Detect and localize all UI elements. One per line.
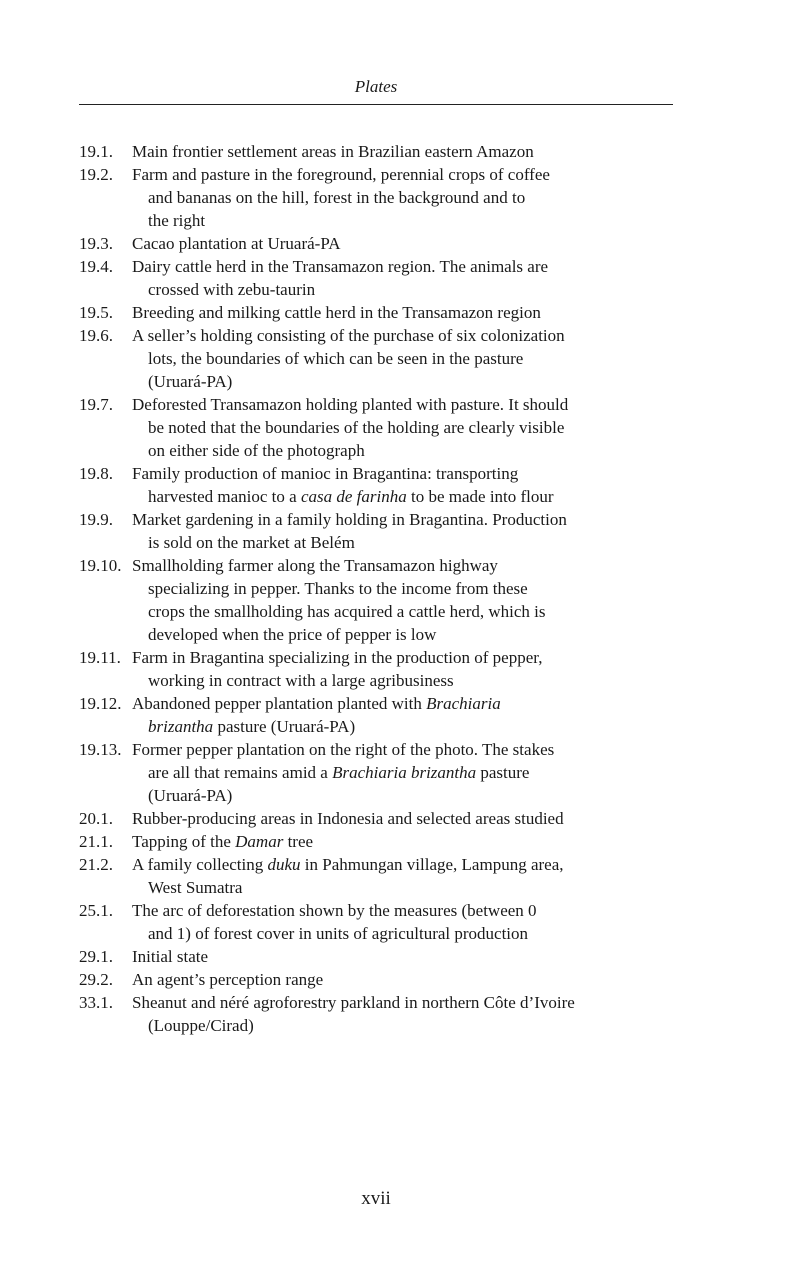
caption-text: working in contract with a large agribusiness bbox=[148, 671, 454, 690]
caption-line bbox=[132, 991, 679, 1014]
plate-caption bbox=[132, 255, 679, 301]
caption-text: Former pepper plantation on the right of the photo. The stakes bbox=[132, 740, 555, 759]
plate-caption bbox=[132, 692, 679, 738]
caption-text: (Louppe/Cirad) bbox=[148, 1016, 254, 1035]
caption-italic-text: Brachiaria bbox=[426, 694, 501, 713]
plate-caption bbox=[132, 393, 679, 462]
caption-line bbox=[132, 646, 679, 669]
caption-line bbox=[132, 968, 679, 991]
caption-text: tree bbox=[283, 832, 314, 851]
caption-line bbox=[132, 278, 679, 301]
plate-entry bbox=[79, 738, 679, 807]
plate-entry bbox=[79, 255, 679, 301]
caption-line bbox=[132, 830, 679, 853]
caption-text: (Uruará-PA) bbox=[148, 372, 233, 391]
running-header: Plates bbox=[354, 77, 398, 96]
plate-number: 19.1. bbox=[79, 142, 113, 161]
caption-line bbox=[132, 324, 679, 347]
plate-entry bbox=[79, 140, 679, 163]
plate-entry bbox=[79, 646, 679, 692]
plate-number: 29.2. bbox=[79, 970, 113, 989]
caption-line bbox=[132, 163, 679, 186]
plate-number: 19.10. bbox=[79, 556, 122, 575]
caption-line bbox=[132, 209, 679, 232]
plate-list bbox=[79, 140, 679, 1037]
plate-caption bbox=[132, 462, 679, 508]
caption-line bbox=[132, 508, 679, 531]
caption-text: Cacao plantation at Uruará-PA bbox=[132, 234, 341, 253]
caption-text: Abandoned pepper plantation planted with bbox=[132, 694, 427, 713]
caption-line bbox=[132, 186, 679, 209]
caption-text: West Sumatra bbox=[148, 878, 243, 897]
caption-text: Family production of manioc in Bragantina: transporting bbox=[132, 464, 519, 483]
caption-line bbox=[132, 370, 679, 393]
plate-caption bbox=[132, 899, 679, 945]
caption-line bbox=[132, 416, 679, 439]
plate-caption bbox=[132, 324, 679, 393]
plate-number: 19.8. bbox=[79, 464, 113, 483]
plate-entry bbox=[79, 692, 679, 738]
caption-text: Smallholding farmer along the Transamazon highway bbox=[132, 556, 498, 575]
plate-caption bbox=[132, 945, 679, 968]
caption-text: to be made into flour bbox=[406, 487, 554, 506]
caption-line bbox=[132, 393, 679, 416]
caption-text: Market gardening in a family holding in Bragantina. Production bbox=[132, 510, 567, 529]
caption-text: Deforested Transamazon holding planted with pasture. It should bbox=[132, 395, 569, 414]
caption-italic-text: casa de farinha bbox=[300, 487, 407, 506]
plate-number: 19.9. bbox=[79, 510, 113, 529]
plate-entry bbox=[79, 301, 679, 324]
caption-text: and bananas on the hill, forest in the background and to bbox=[148, 188, 526, 207]
plate-entry bbox=[79, 991, 679, 1037]
caption-text: (Uruará-PA) bbox=[148, 786, 233, 805]
caption-text: Farm in Bragantina specializing in the production of pepper, bbox=[132, 648, 543, 667]
caption-text: is sold on the market at Belém bbox=[148, 533, 355, 552]
caption-line bbox=[132, 669, 679, 692]
caption-line bbox=[132, 807, 679, 830]
caption-line bbox=[132, 554, 679, 577]
plate-number: 19.6. bbox=[79, 326, 113, 345]
caption-line bbox=[132, 232, 679, 255]
plate-caption bbox=[132, 140, 679, 163]
caption-italic-text: Damar bbox=[235, 832, 284, 851]
caption-text: Dairy cattle herd in the Transamazon region. The animals are bbox=[132, 257, 549, 276]
caption-text: crossed with zebu-taurin bbox=[148, 280, 316, 299]
plate-caption bbox=[132, 830, 679, 853]
caption-text: A family collecting bbox=[132, 855, 268, 874]
plate-caption bbox=[132, 554, 679, 646]
caption-text: An agent’s perception range bbox=[132, 970, 324, 989]
plate-caption bbox=[132, 232, 679, 255]
plate-caption bbox=[132, 508, 679, 554]
caption-text: Rubber-producing areas in Indonesia and selected areas studied bbox=[132, 809, 564, 828]
caption-line bbox=[132, 761, 679, 784]
caption-line bbox=[132, 439, 679, 462]
plate-entry bbox=[79, 945, 679, 968]
plate-caption bbox=[132, 853, 679, 899]
caption-text: pasture bbox=[476, 763, 530, 782]
header-rule bbox=[79, 104, 673, 105]
caption-line bbox=[132, 600, 679, 623]
caption-line bbox=[132, 485, 679, 508]
caption-text: A seller’s holding consisting of the purchase of six colonization bbox=[132, 326, 565, 345]
plate-number: 19.5. bbox=[79, 303, 113, 322]
plate-number: 25.1. bbox=[79, 901, 113, 920]
caption-text: on either side of the photograph bbox=[148, 441, 365, 460]
plate-entry bbox=[79, 899, 679, 945]
caption-text: the right bbox=[148, 211, 206, 230]
caption-line bbox=[132, 301, 679, 324]
caption-line bbox=[132, 623, 679, 646]
plate-caption bbox=[132, 301, 679, 324]
caption-italic-text: duku bbox=[267, 855, 301, 874]
caption-italic-text: brizantha bbox=[148, 717, 214, 736]
caption-line bbox=[132, 922, 679, 945]
plate-caption bbox=[132, 991, 679, 1037]
caption-line bbox=[132, 899, 679, 922]
caption-line bbox=[132, 577, 679, 600]
caption-text: Tapping of the bbox=[132, 832, 236, 851]
plate-entry bbox=[79, 508, 679, 554]
caption-line bbox=[132, 692, 679, 715]
caption-text: crops the smallholding has acquired a cattle herd, which is bbox=[148, 602, 546, 621]
plate-entry bbox=[79, 807, 679, 830]
caption-text: harvested manioc to a bbox=[148, 487, 301, 506]
plate-number: 20.1. bbox=[79, 809, 113, 828]
plate-number: 21.2. bbox=[79, 855, 113, 874]
plate-entry bbox=[79, 968, 679, 991]
plate-number: 19.3. bbox=[79, 234, 113, 253]
caption-text: Sheanut and néré agroforestry parkland in northern Côte d’Ivoire bbox=[132, 993, 575, 1012]
caption-text: Main frontier settlement areas in Brazilian eastern Amazon bbox=[132, 142, 534, 161]
caption-line bbox=[132, 1014, 679, 1037]
plate-caption bbox=[132, 738, 679, 807]
plate-entry bbox=[79, 830, 679, 853]
caption-line bbox=[132, 945, 679, 968]
caption-line bbox=[132, 140, 679, 163]
plate-entry bbox=[79, 853, 679, 899]
page-number: xvii bbox=[361, 1188, 391, 1209]
caption-line bbox=[132, 255, 679, 278]
caption-text: Breeding and milking cattle herd in the Transamazon region bbox=[132, 303, 541, 322]
plate-entry bbox=[79, 554, 679, 646]
caption-line bbox=[132, 738, 679, 761]
plate-entry bbox=[79, 324, 679, 393]
caption-line bbox=[132, 347, 679, 370]
plate-number: 19.7. bbox=[79, 395, 113, 414]
plate-caption bbox=[132, 163, 679, 232]
caption-text: Initial state bbox=[132, 947, 209, 966]
caption-text: in Pahmungan village, Lampung area, bbox=[300, 855, 564, 874]
caption-text: are all that remains amid a bbox=[148, 763, 333, 782]
plate-entry bbox=[79, 232, 679, 255]
plate-number: 19.2. bbox=[79, 165, 113, 184]
caption-line bbox=[132, 876, 679, 899]
caption-text: developed when the price of pepper is low bbox=[148, 625, 437, 644]
caption-line bbox=[132, 531, 679, 554]
caption-text: and 1) of forest cover in units of agricultural production bbox=[148, 924, 529, 943]
plate-number: 19.13. bbox=[79, 740, 122, 759]
caption-text: specializing in pepper. Thanks to the income from these bbox=[148, 579, 528, 598]
plate-number: 19.4. bbox=[79, 257, 113, 276]
caption-text: Farm and pasture in the foreground, perennial crops of coffee bbox=[132, 165, 550, 184]
plate-number: 19.12. bbox=[79, 694, 122, 713]
plate-number: 19.11. bbox=[79, 648, 121, 667]
caption-line bbox=[132, 462, 679, 485]
caption-line bbox=[132, 853, 679, 876]
plate-caption bbox=[132, 807, 679, 830]
caption-italic-text: Brachiaria brizantha bbox=[332, 763, 477, 782]
plate-entry bbox=[79, 393, 679, 462]
caption-text: The arc of deforestation shown by the measures (between 0 bbox=[132, 901, 537, 920]
caption-line bbox=[132, 784, 679, 807]
caption-text: lots, the boundaries of which can be seen in the pasture bbox=[148, 349, 524, 368]
plate-number: 33.1. bbox=[79, 993, 113, 1012]
plate-entry bbox=[79, 163, 679, 232]
plate-caption bbox=[132, 968, 679, 991]
plate-number: 21.1. bbox=[79, 832, 113, 851]
caption-line bbox=[132, 715, 679, 738]
plate-number: 29.1. bbox=[79, 947, 113, 966]
caption-text: be noted that the boundaries of the holding are clearly visible bbox=[148, 418, 565, 437]
caption-text: pasture (Uruará-PA) bbox=[213, 717, 356, 736]
plate-entry bbox=[79, 462, 679, 508]
plate-caption bbox=[132, 646, 679, 692]
